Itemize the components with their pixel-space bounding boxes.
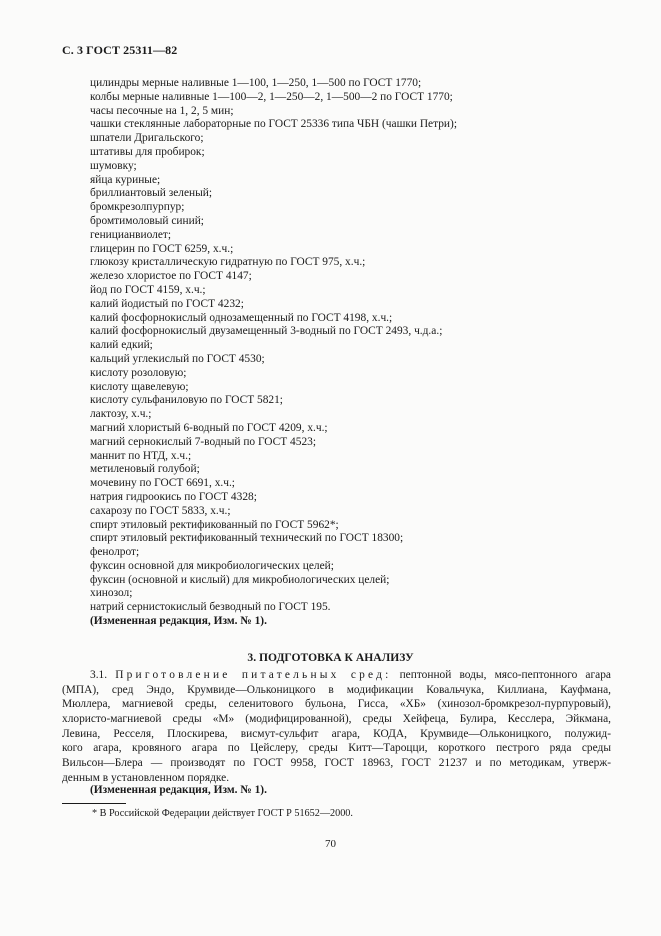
list-item: метиленовый голубой; [90,463,200,476]
list-item: магний сернокислый 7-водный по ГОСТ 4523; [90,435,316,448]
clause-number: 3.1. [90,669,108,681]
list-item: железо хлористое по ГОСТ 4147; [90,270,252,283]
paragraph-line: Вильсон—Блера — производят по ГОСТ 9958, ГОСТ 18963, ГОСТ 21237 и по методикам, утверж- [62,757,611,770]
list-item: маннит по НТД, х.ч.; [90,449,192,462]
list-item: калий йодистый по ГОСТ 4232; [90,297,244,310]
list-item: фуксин (основной и кислый) для микробиологических целей; [90,573,390,586]
list-item: лактозу, х.ч.; [90,408,152,421]
list-item: фенолрот; [90,546,140,559]
revision-note: (Измененная редакция, Изм. № 1). [90,784,267,796]
list-item: калий фосфорнокислый двузамещенный 3-водный по ГОСТ 2493, ч.д.а.; [90,325,443,338]
list-item: спирт этиловый ректификованный технический по ГОСТ 18300; [90,532,404,545]
list-item: фуксин основной для микробиологических целей; [90,559,334,572]
list-item: цилиндры мерные наливные 1—100, 1—250, 1—500 по ГОСТ 1770; [90,77,422,89]
list-item: калий фосфорнокислый однозамещенный по ГОСТ 4198, х.ч.; [90,311,393,324]
list-item: колбы мерные наливные 1—100—2, 1—250—2, 1—500—2 по ГОСТ 1770; [90,90,453,103]
list-item: натрий сернистокислый безводный по ГОСТ 195. [90,601,331,614]
section-title: 3. ПОДГОТОВКА К АНАЛИЗУ [247,651,414,664]
revision-note: (Измененная редакция, Изм. № 1). [90,615,267,628]
list-item: кислоту сульфаниловую по ГОСТ 5821; [90,394,283,407]
list-item: хинозол; [90,587,133,600]
list-item: яйца куриные; [90,173,161,186]
list-item: бриллиантовый зеленый; [90,187,213,200]
list-item: чашки стеклянные лабораторные по ГОСТ 25336 типа ЧБН (чашки Петри); [90,118,457,131]
materials-list [90,77,610,629]
paragraph-line: (МПА), сред Эндо, Крумвиде—Ольконицкого в модификации Ковальчука, Киллиана, Кауфмана, [62,683,611,696]
list-item: магний хлористый 6-водный по ГОСТ 4209, х.ч.; [90,421,328,434]
list-item: штативы для пробирок; [90,145,205,158]
list-item: йод по ГОСТ 4159, х.ч.; [90,283,206,296]
list-item: калий едкий; [90,339,153,352]
paragraph-line: денным в установленном порядке. [62,771,230,784]
spaced-heading: Приготовление питательных сред: [115,669,392,681]
footnote: * В Российской Федерации действует ГОСТ Р 51652—2000. [92,808,353,819]
list-item: натрия гидроокись по ГОСТ 4328; [90,490,257,503]
page-number: 70 [325,838,336,850]
paragraph-line [62,668,611,683]
list-item: бромкрезолпурпур; [90,201,185,214]
paragraph-line: кого агара, кровяного агара по Цейслеру, среды Китт—Тароцци, короткого пестрого ряда среды [62,742,611,755]
list-item: мочевину по ГОСТ 6691, х.ч.; [90,477,235,490]
footnote-divider [62,803,126,804]
list-item: генициaнвиолет; [90,228,172,241]
list-item: кислоту щавелевую; [90,380,189,393]
list-item: кальций углекислый по ГОСТ 4530; [90,352,265,365]
list-item: часы песочные на 1, 2, 5 мин; [90,104,234,117]
list-item: бромтимоловый синий; [90,214,204,227]
paragraph-line: Левина, Ресселя, Плоскирева, висмут-сульфит агара, КОДА, Крумвиде—Ольконицкого, полужид- [62,727,611,740]
paragraph-text: пептонной воды, мясо-пептонного агара [399,669,611,681]
page-header: С. 3 ГОСТ 25311—82 [62,43,178,57]
list-item: спирт этиловый ректификованный по ГОСТ 5962*; [90,518,339,531]
list-item: шумовку; [90,159,137,172]
paragraph-3-1 [62,668,611,786]
list-item: сахарозу по ГОСТ 5833, х.ч.; [90,504,231,517]
list-item: кислоту розоловую; [90,366,187,379]
list-item: глицерин по ГОСТ 6259, х.ч.; [90,242,234,255]
paragraph-line: Мюллера, магниевой среды, селенитового бульона, Гисса, «ХБ» (хинозол-бромкрезол-пурпуровый), [62,698,611,711]
paragraph-line: хлористо-магниевой среды «М» (модифицированной), среды Хейфеца, Булира, Кесслера, Эйкмана, [62,713,611,726]
list-item: глюкозу кристаллическую гидратную по ГОСТ 975, х.ч.; [90,256,366,269]
list-item: шпатели Дригальского; [90,132,204,145]
